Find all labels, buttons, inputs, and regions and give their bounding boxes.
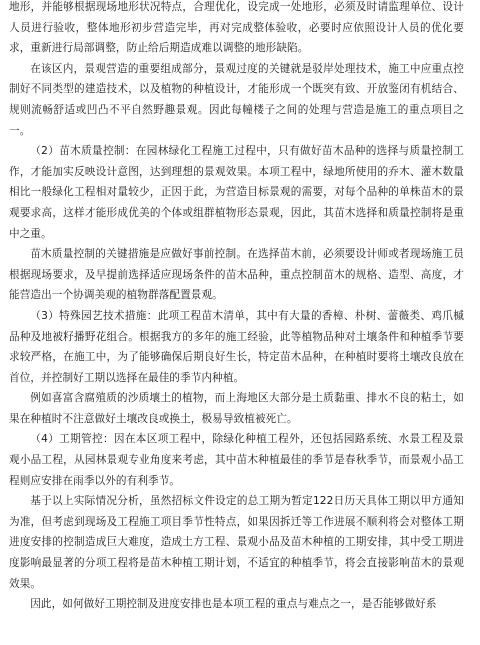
paragraph-7: （4）工期管控：因在本区项工程中，除绿化种植工程外，还包括园路系统、水景工程及景观小品工程，从园林景观专业角度来考虑，其中苗木种植最佳的季节是春秋季节，而景观小品工程则应安排在雨季以外的有利季节。 xyxy=(9,433,464,487)
paragraph-4: 苗木质量控制的关键措施是应做好事前控制。在选择苗木前，必须要设计师或者现场施工员根据现场要求，及早提前选择适应现场条件的苗木品种，重点控制苗木的规格、造型、高度，才能营造出一个协调美观的植物群落配置景观。 xyxy=(9,248,464,302)
paragraph-8: 基于以上实际情况分析，虽然招标文件设定的总工期为暂定122日历天具体工期以甲方通知为准，但考虑到现场及工程施工项目季节性特点，如果因拆迁等工作进展不顺利将会对整体工期进度安排的控制造成巨大难度，造成土方工程、景观小品及苗木种植的工期安排，其中受工期进度影响最显著的分项工程将是苗木种植工期计划，不适宜的种植季节，将会直接影响苗木的景观效果。 xyxy=(9,495,464,590)
paragraph-9: 因此，如何做好工期控制及进度安排也是本项工程的重点与难点之一，是否能够做好系 xyxy=(30,598,437,611)
paragraph-2: 在该区内，景观营造的重要组成部分，景观过度的关键就是驳岸处理技术，施工中应重点控制好不同类型的建造技术，以及植物的种植设计，才能形成一个既突有致、开放鉴闭有机结合、规则流畅舒适或凹凸不平自然野趣景观。因此每幢楼子之间的处理与营造是施工的重点项目之一。 xyxy=(9,62,464,137)
paragraph-3: （2）苗木质量控制：在园林绿化工程施工过程中，只有做好苗木品种的选择与质量控制工作，才能加实反映设计意图，达到理想的景观效果。本项工程中，绿地所使用的乔木、灌木数量相比一般绿化工程相对量较少，正因于此，为营造目标景观的需要，对每个品种的单株苗木的景观要求高，这样才能形成优美的个体或组群植物形态景观，因此，其苗木选择和质量控制将是重中之重。 xyxy=(9,145,464,240)
paragraph-5: （3）特殊园艺技术措施：此项工程苗木清单，其中有大量的香樟、朴树、蕾薇类、鸡爪槭品种及地被籽播野花组合。根据我方的多年的施工经验，此等植物品种对土壤条件和种植季节要求较严格，在施工中，为了能够确保后期良好生长，特定苗木品种，在种植时要将土壤改良放在首位，并控制好工期以选择在最佳的季节内种植。 xyxy=(9,309,464,384)
paragraph-1: 地形，并能够根据现场地形状况特点，合理优化，设完成一处地形，必须及时请监理单位、设计人员进行验收，整体地形初步营造完毕，再对完成整体验收，必要时应依照设计人员的优化要求，重新进行局部调整，防止给后期造成难以调整的地形缺陷。 xyxy=(9,1,464,55)
paragraph-6: 例如喜富含腐殖质的沙质壤土的植物，而上海地区大部分是土质黏重、排水不良的粘土，如果在种植时不注意做好土壤改良或换土，极易导致植被死亡。 xyxy=(9,392,464,425)
